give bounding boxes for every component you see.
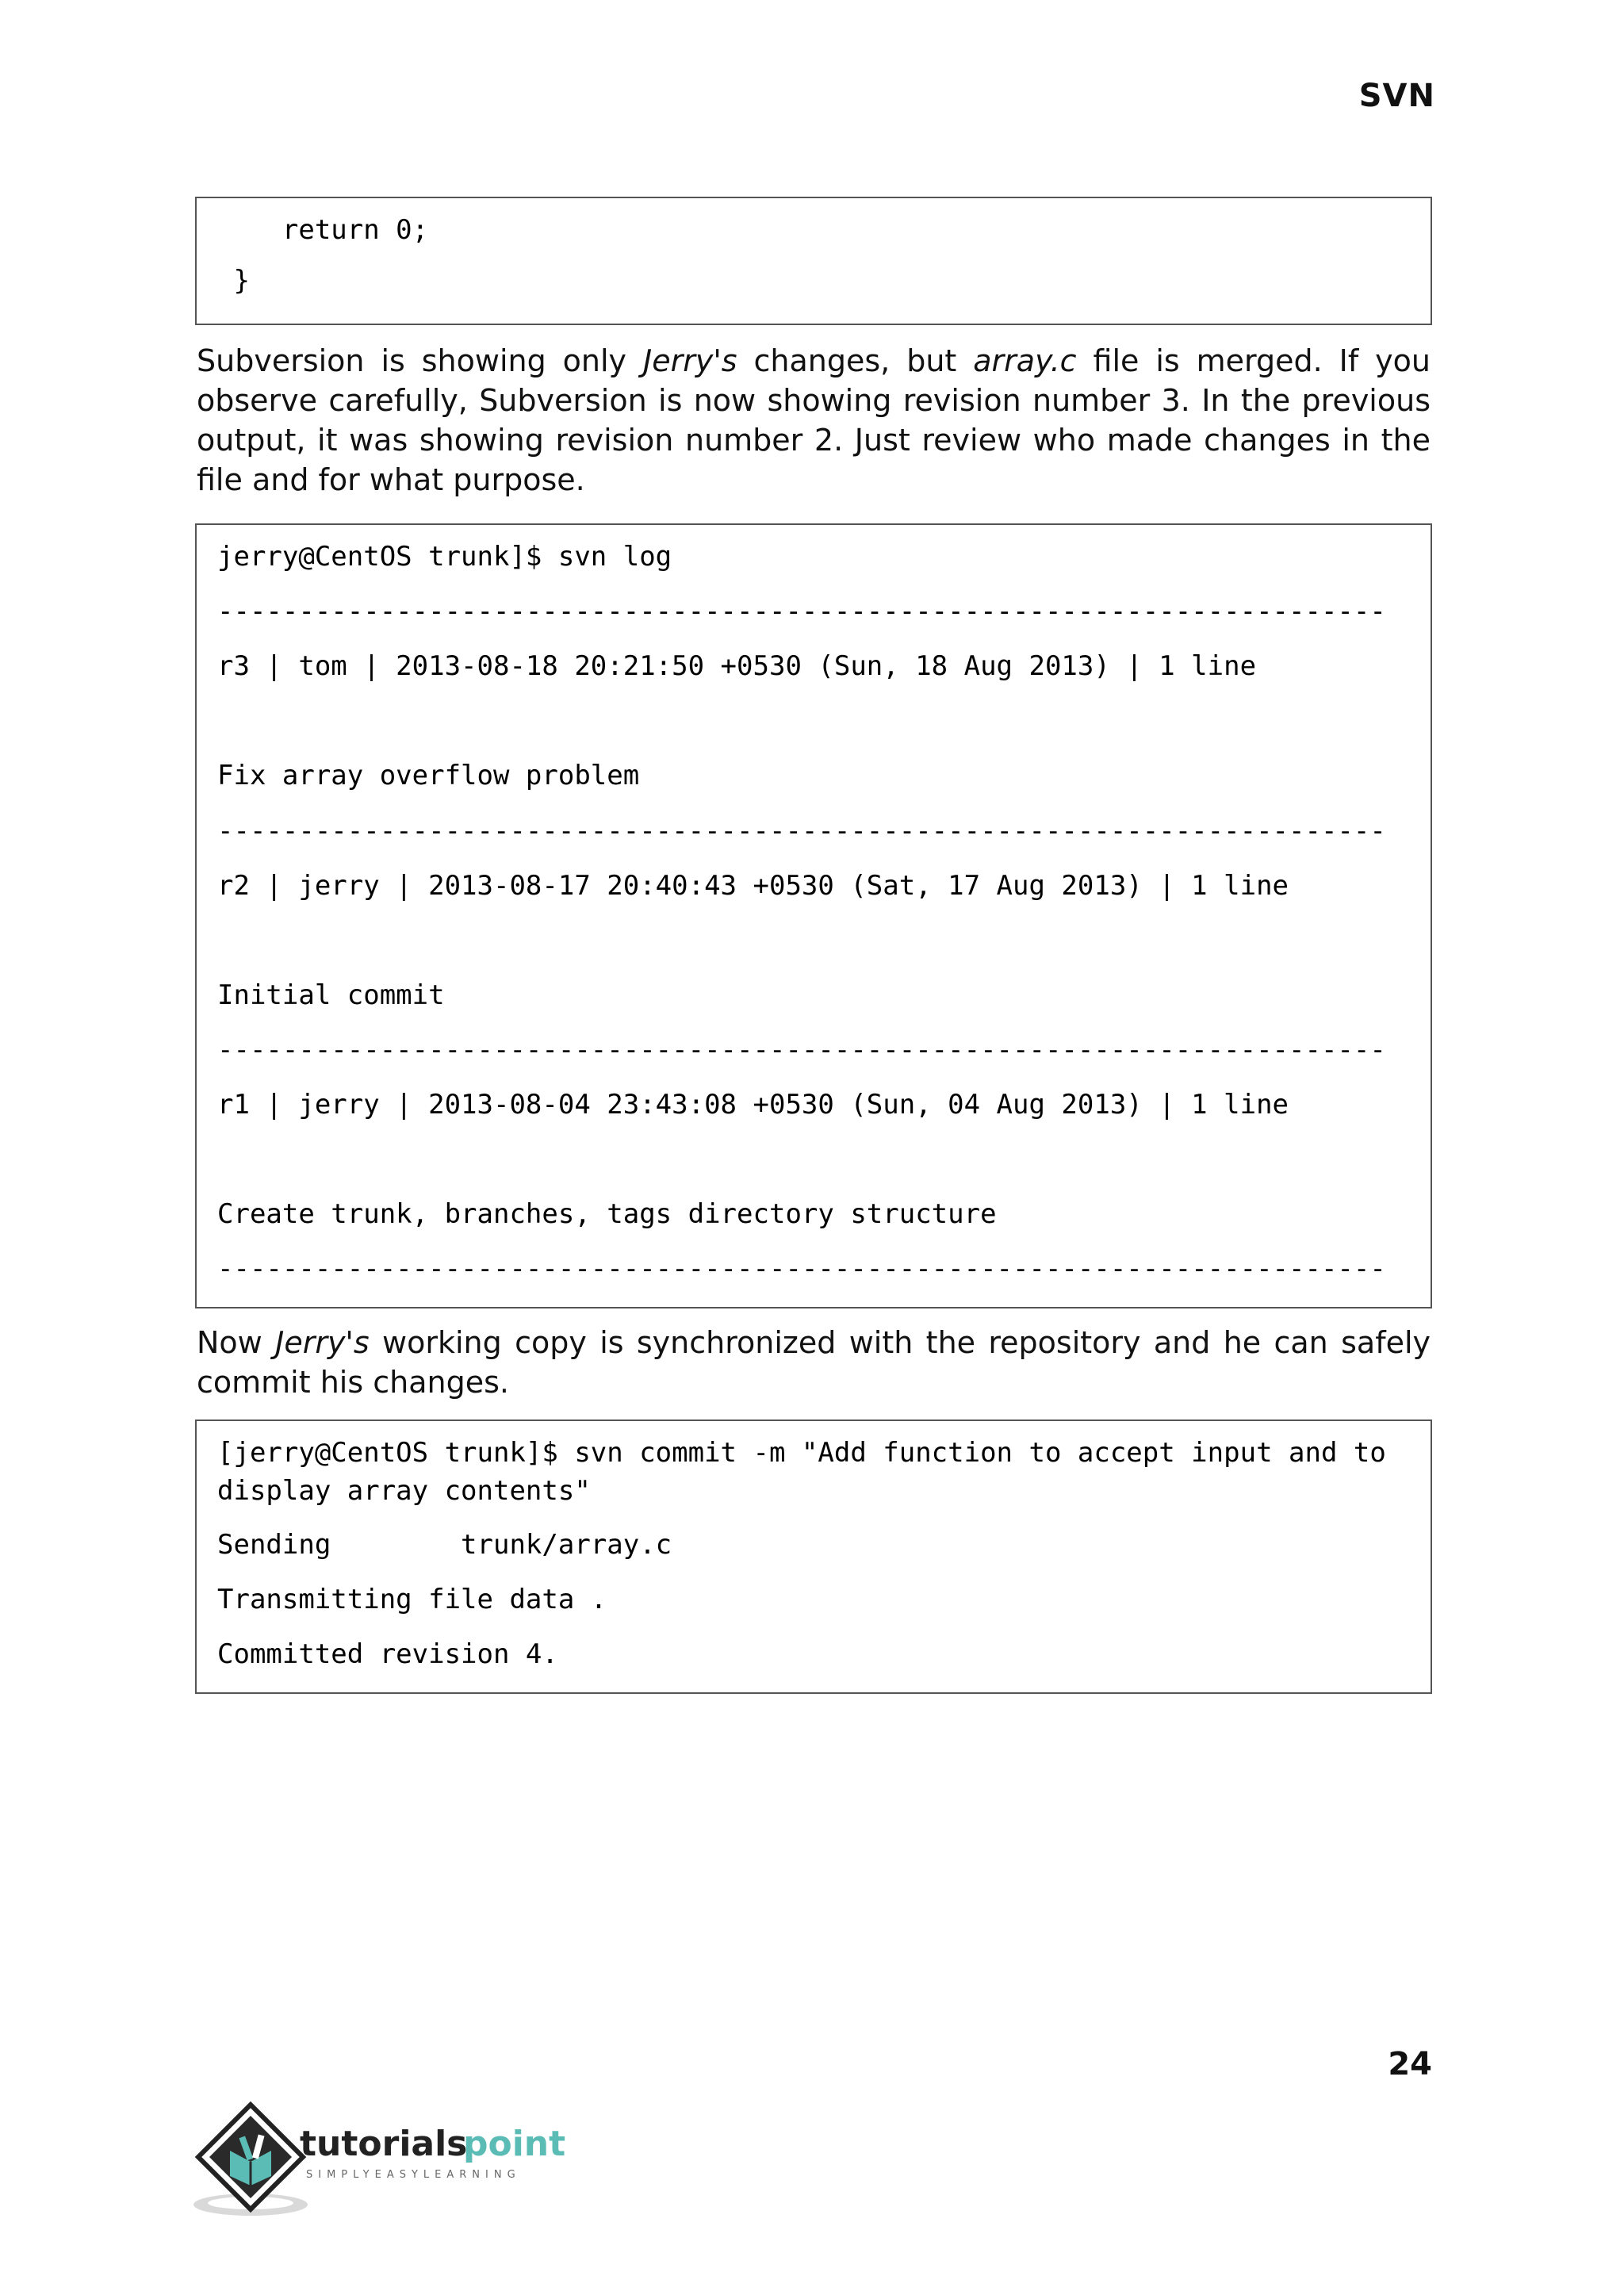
code-line: Fix array overflow problem [217, 760, 640, 791]
code-block-return [195, 197, 1432, 325]
para-emphasis: Jerry's [275, 1325, 370, 1360]
code-line: Sending trunk/array.c [217, 1529, 672, 1561]
code-line: Transmitting file data . [217, 1584, 607, 1615]
para-emphasis: Jerry's [643, 343, 737, 378]
code-divider: ------------------------------------------------------------------------ [217, 1253, 1386, 1285]
para-text: working copy is synchronized with the repository and he can safely commit his changes. [197, 1325, 1431, 1400]
code-line: } [217, 265, 250, 297]
code-divider: ------------------------------------------------------------------------ [217, 815, 1386, 847]
code-block-svn-commit [195, 1420, 1432, 1694]
page-number: 24 [1388, 2046, 1432, 2082]
code-line: return 0; [217, 214, 429, 246]
logo-text-accent: point [463, 2124, 566, 2164]
code-line: jerry@CentOS trunk]$ svn log [217, 541, 672, 573]
para-text: Subversion is showing only [197, 343, 643, 378]
para-text: Now [197, 1325, 276, 1360]
code-line: display array contents" [217, 1475, 591, 1507]
code-line: Initial commit [217, 979, 445, 1011]
code-divider: ------------------------------------------------------------------------ [217, 596, 1386, 627]
para-text: file is merged. If you observe carefully, Subversion is now showing revision number 3. In the previous output, it was showing revision number 2. Just review who made changes in the file and for what purpose. [197, 343, 1431, 497]
logo-mark-icon [193, 2100, 582, 2219]
code-line: r3 | tom | 2013-08-18 20:21:50 +0530 (Sun, 18 Aug 2013) | 1 line [217, 650, 1257, 682]
code-divider: ------------------------------------------------------------------------ [217, 1034, 1386, 1066]
para-text: changes, but [737, 343, 974, 378]
code-line: Committed revision 4. [217, 1638, 558, 1670]
code-line: [jerry@CentOS trunk]$ svn commit -m "Add function to accept input and to [217, 1437, 1386, 1469]
logo-text-main: tutorials [300, 2124, 468, 2164]
code-line: r2 | jerry | 2013-08-17 20:40:43 +0530 (Sat, 17 Aug 2013) | 1 line [217, 870, 1289, 902]
body-paragraph-sync [197, 1323, 1431, 1402]
para-emphasis: array.c [973, 343, 1077, 378]
code-block-svn-log [195, 523, 1432, 1308]
page-header-title: SVN [1358, 78, 1435, 114]
code-line: r1 | jerry | 2013-08-04 23:43:08 +0530 (Sun, 04 Aug 2013) | 1 line [217, 1089, 1289, 1121]
body-paragraph-merge [197, 341, 1431, 500]
code-line: Create trunk, branches, tags directory structure [217, 1198, 997, 1230]
tutorialspoint-logo [193, 2100, 582, 2219]
logo-tagline: SIMPLYEASYLEARNING [306, 2169, 521, 2181]
